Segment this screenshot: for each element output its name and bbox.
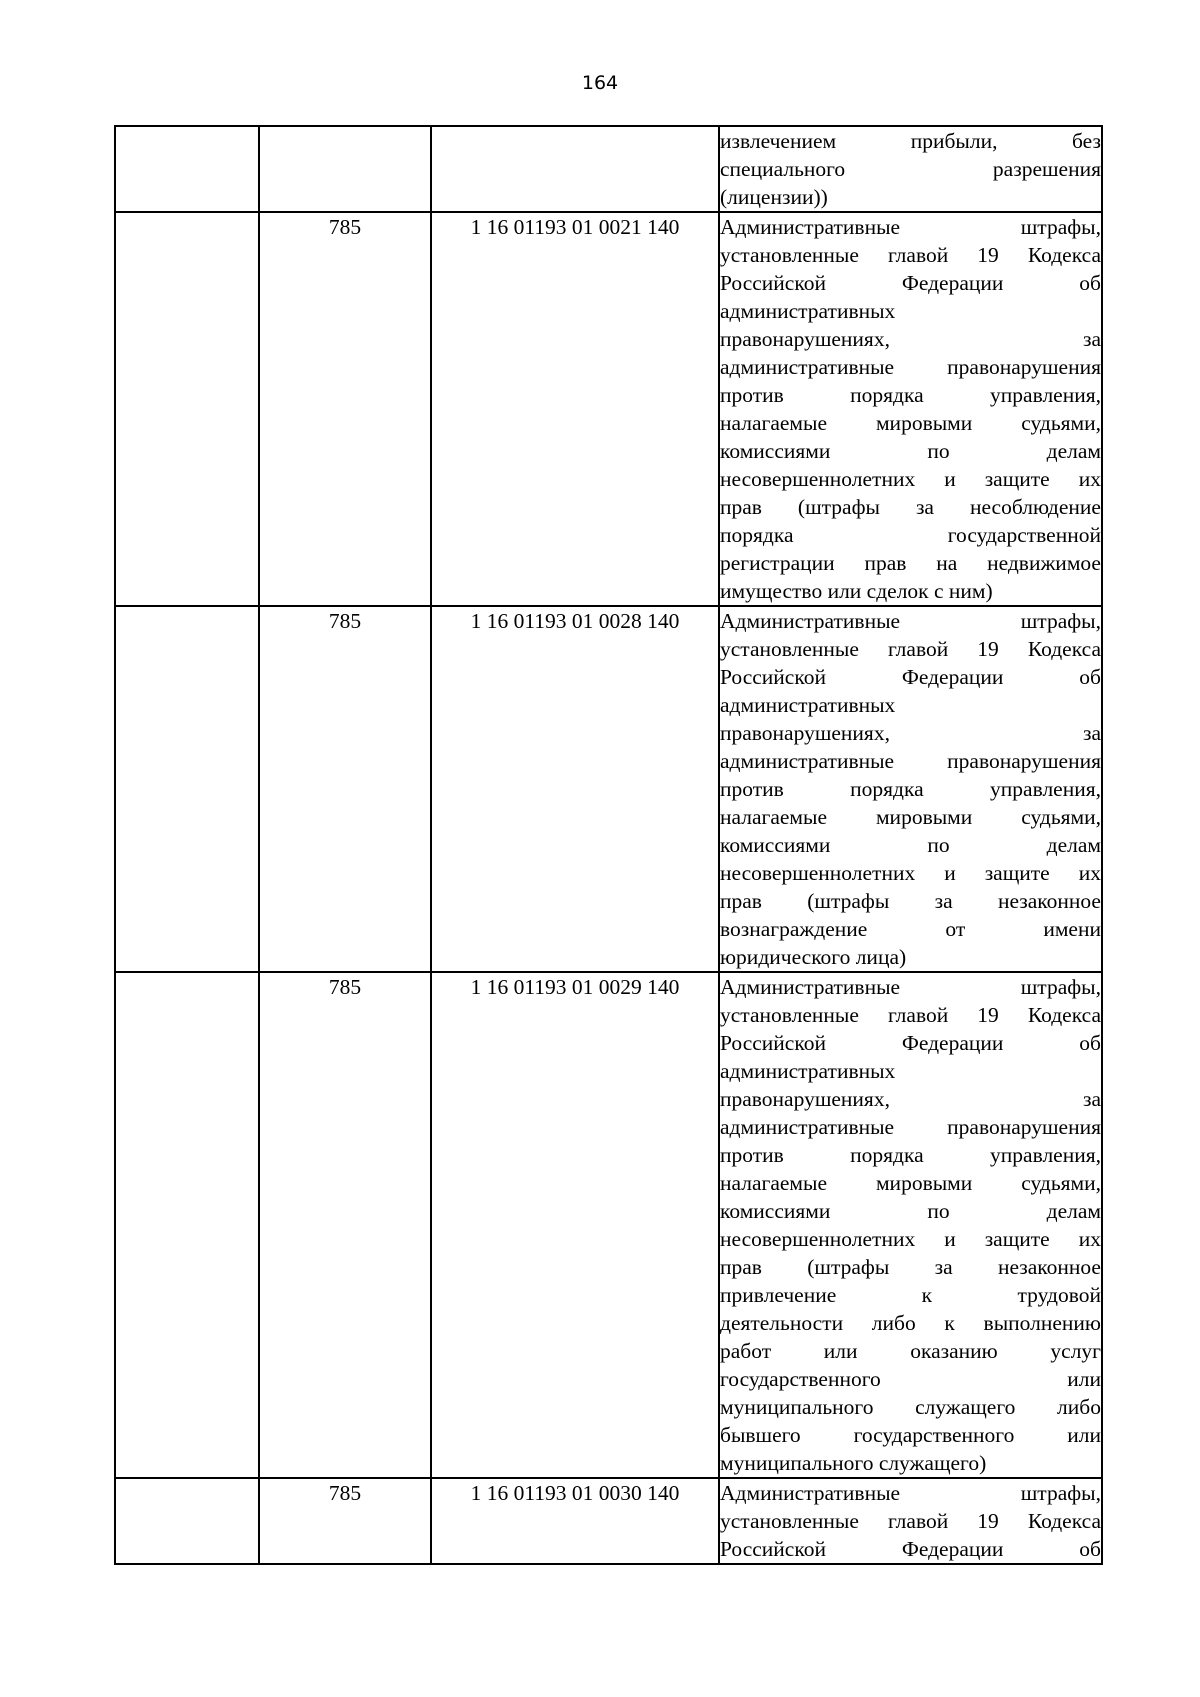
description-line: административных <box>720 693 896 717</box>
description-line: административные правонарушения <box>720 355 1101 379</box>
description-line: Административные штрафы, <box>720 215 1101 239</box>
cell-description <box>719 606 1102 972</box>
cell-admin-code: 785 <box>259 606 431 972</box>
description-line: имущество или сделок с ним) <box>720 579 993 603</box>
description-line: правонарушениях, за <box>720 1087 1101 1111</box>
description-line: правонарушениях, за <box>720 327 1101 351</box>
budget-codes-table <box>114 125 1103 1565</box>
cell-kbk-code: 1 16 01193 01 0028 140 <box>431 606 719 972</box>
description-line: порядка государственной <box>720 523 1101 547</box>
description-line: административные правонарушения <box>720 749 1101 773</box>
description-line: против порядка управления, <box>720 777 1101 801</box>
description-line: бывшего государственного или <box>720 1423 1101 1447</box>
description-line: специального разрешения <box>720 157 1101 181</box>
description-line: налагаемые мировыми судьями, <box>720 1171 1101 1195</box>
cell-description <box>719 1478 1102 1564</box>
cell-number <box>115 212 259 606</box>
table-row <box>115 212 1102 606</box>
description-line: Административные штрафы, <box>720 1481 1101 1505</box>
description-line: Российской Федерации об <box>720 271 1101 295</box>
cell-kbk-code: 1 16 01193 01 0030 140 <box>431 1478 719 1564</box>
description-line: налагаемые мировыми судьями, <box>720 805 1101 829</box>
description-line: административных <box>720 299 896 323</box>
description-line: административных <box>720 1059 896 1083</box>
description-line: несовершеннолетних и защите их <box>720 861 1101 885</box>
description-line: комиссиями по делам <box>720 833 1101 857</box>
cell-admin-code <box>259 126 431 212</box>
table-row <box>115 606 1102 972</box>
cell-admin-code: 785 <box>259 212 431 606</box>
description-line: прав (штрафы за незаконное <box>720 889 1101 913</box>
description-line: муниципального служащего либо <box>720 1395 1101 1419</box>
cell-kbk-code: 1 16 01193 01 0029 140 <box>431 972 719 1478</box>
description-line: Российской Федерации об <box>720 1537 1101 1561</box>
description-line: административные правонарушения <box>720 1115 1101 1139</box>
description-line: юридического лица) <box>720 945 907 969</box>
description-line: против порядка управления, <box>720 1143 1101 1167</box>
table-row <box>115 972 1102 1478</box>
description-line: регистрации прав на недвижимое <box>720 551 1101 575</box>
description-line: правонарушениях, за <box>720 721 1101 745</box>
description-line: установленные главой 19 Кодекса <box>720 1509 1101 1533</box>
cell-kbk-code <box>431 126 719 212</box>
cell-number <box>115 1478 259 1564</box>
cell-number <box>115 606 259 972</box>
description-line: вознаграждение от имени <box>720 917 1101 941</box>
description-line: Административные штрафы, <box>720 975 1101 999</box>
page-number: 164 <box>581 72 619 94</box>
description-line: (лицензии)) <box>720 185 828 209</box>
description-line: несовершеннолетних и защите их <box>720 467 1101 491</box>
description-line: муниципального служащего) <box>720 1451 987 1475</box>
description-line: прав (штрафы за незаконное <box>720 1255 1101 1279</box>
cell-admin-code: 785 <box>259 972 431 1478</box>
cell-description <box>719 126 1102 212</box>
description-line: деятельности либо к выполнению <box>720 1311 1101 1335</box>
description-line: несовершеннолетних и защите их <box>720 1227 1101 1251</box>
description-line: установленные главой 19 Кодекса <box>720 243 1101 267</box>
table-row <box>115 1478 1102 1564</box>
description-line: против порядка управления, <box>720 383 1101 407</box>
description-line: Российской Федерации об <box>720 665 1101 689</box>
cell-description <box>719 972 1102 1478</box>
description-line: Российской Федерации об <box>720 1031 1101 1055</box>
description-line: прав (штрафы за несоблюдение <box>720 495 1101 519</box>
description-line: Административные штрафы, <box>720 609 1101 633</box>
cell-number <box>115 972 259 1478</box>
description-line: комиссиями по делам <box>720 439 1101 463</box>
cell-number <box>115 126 259 212</box>
description-line: извлечением прибыли, без <box>720 129 1101 153</box>
description-line: комиссиями по делам <box>720 1199 1101 1223</box>
description-line: привлечение к трудовой <box>720 1283 1101 1307</box>
description-line: работ или оказанию услуг <box>720 1339 1101 1363</box>
description-line: налагаемые мировыми судьями, <box>720 411 1101 435</box>
description-line: государственного или <box>720 1367 1101 1391</box>
cell-kbk-code: 1 16 01193 01 0021 140 <box>431 212 719 606</box>
description-line: установленные главой 19 Кодекса <box>720 1003 1101 1027</box>
cell-description <box>719 212 1102 606</box>
table-row <box>115 126 1102 212</box>
cell-admin-code: 785 <box>259 1478 431 1564</box>
description-line: установленные главой 19 Кодекса <box>720 637 1101 661</box>
